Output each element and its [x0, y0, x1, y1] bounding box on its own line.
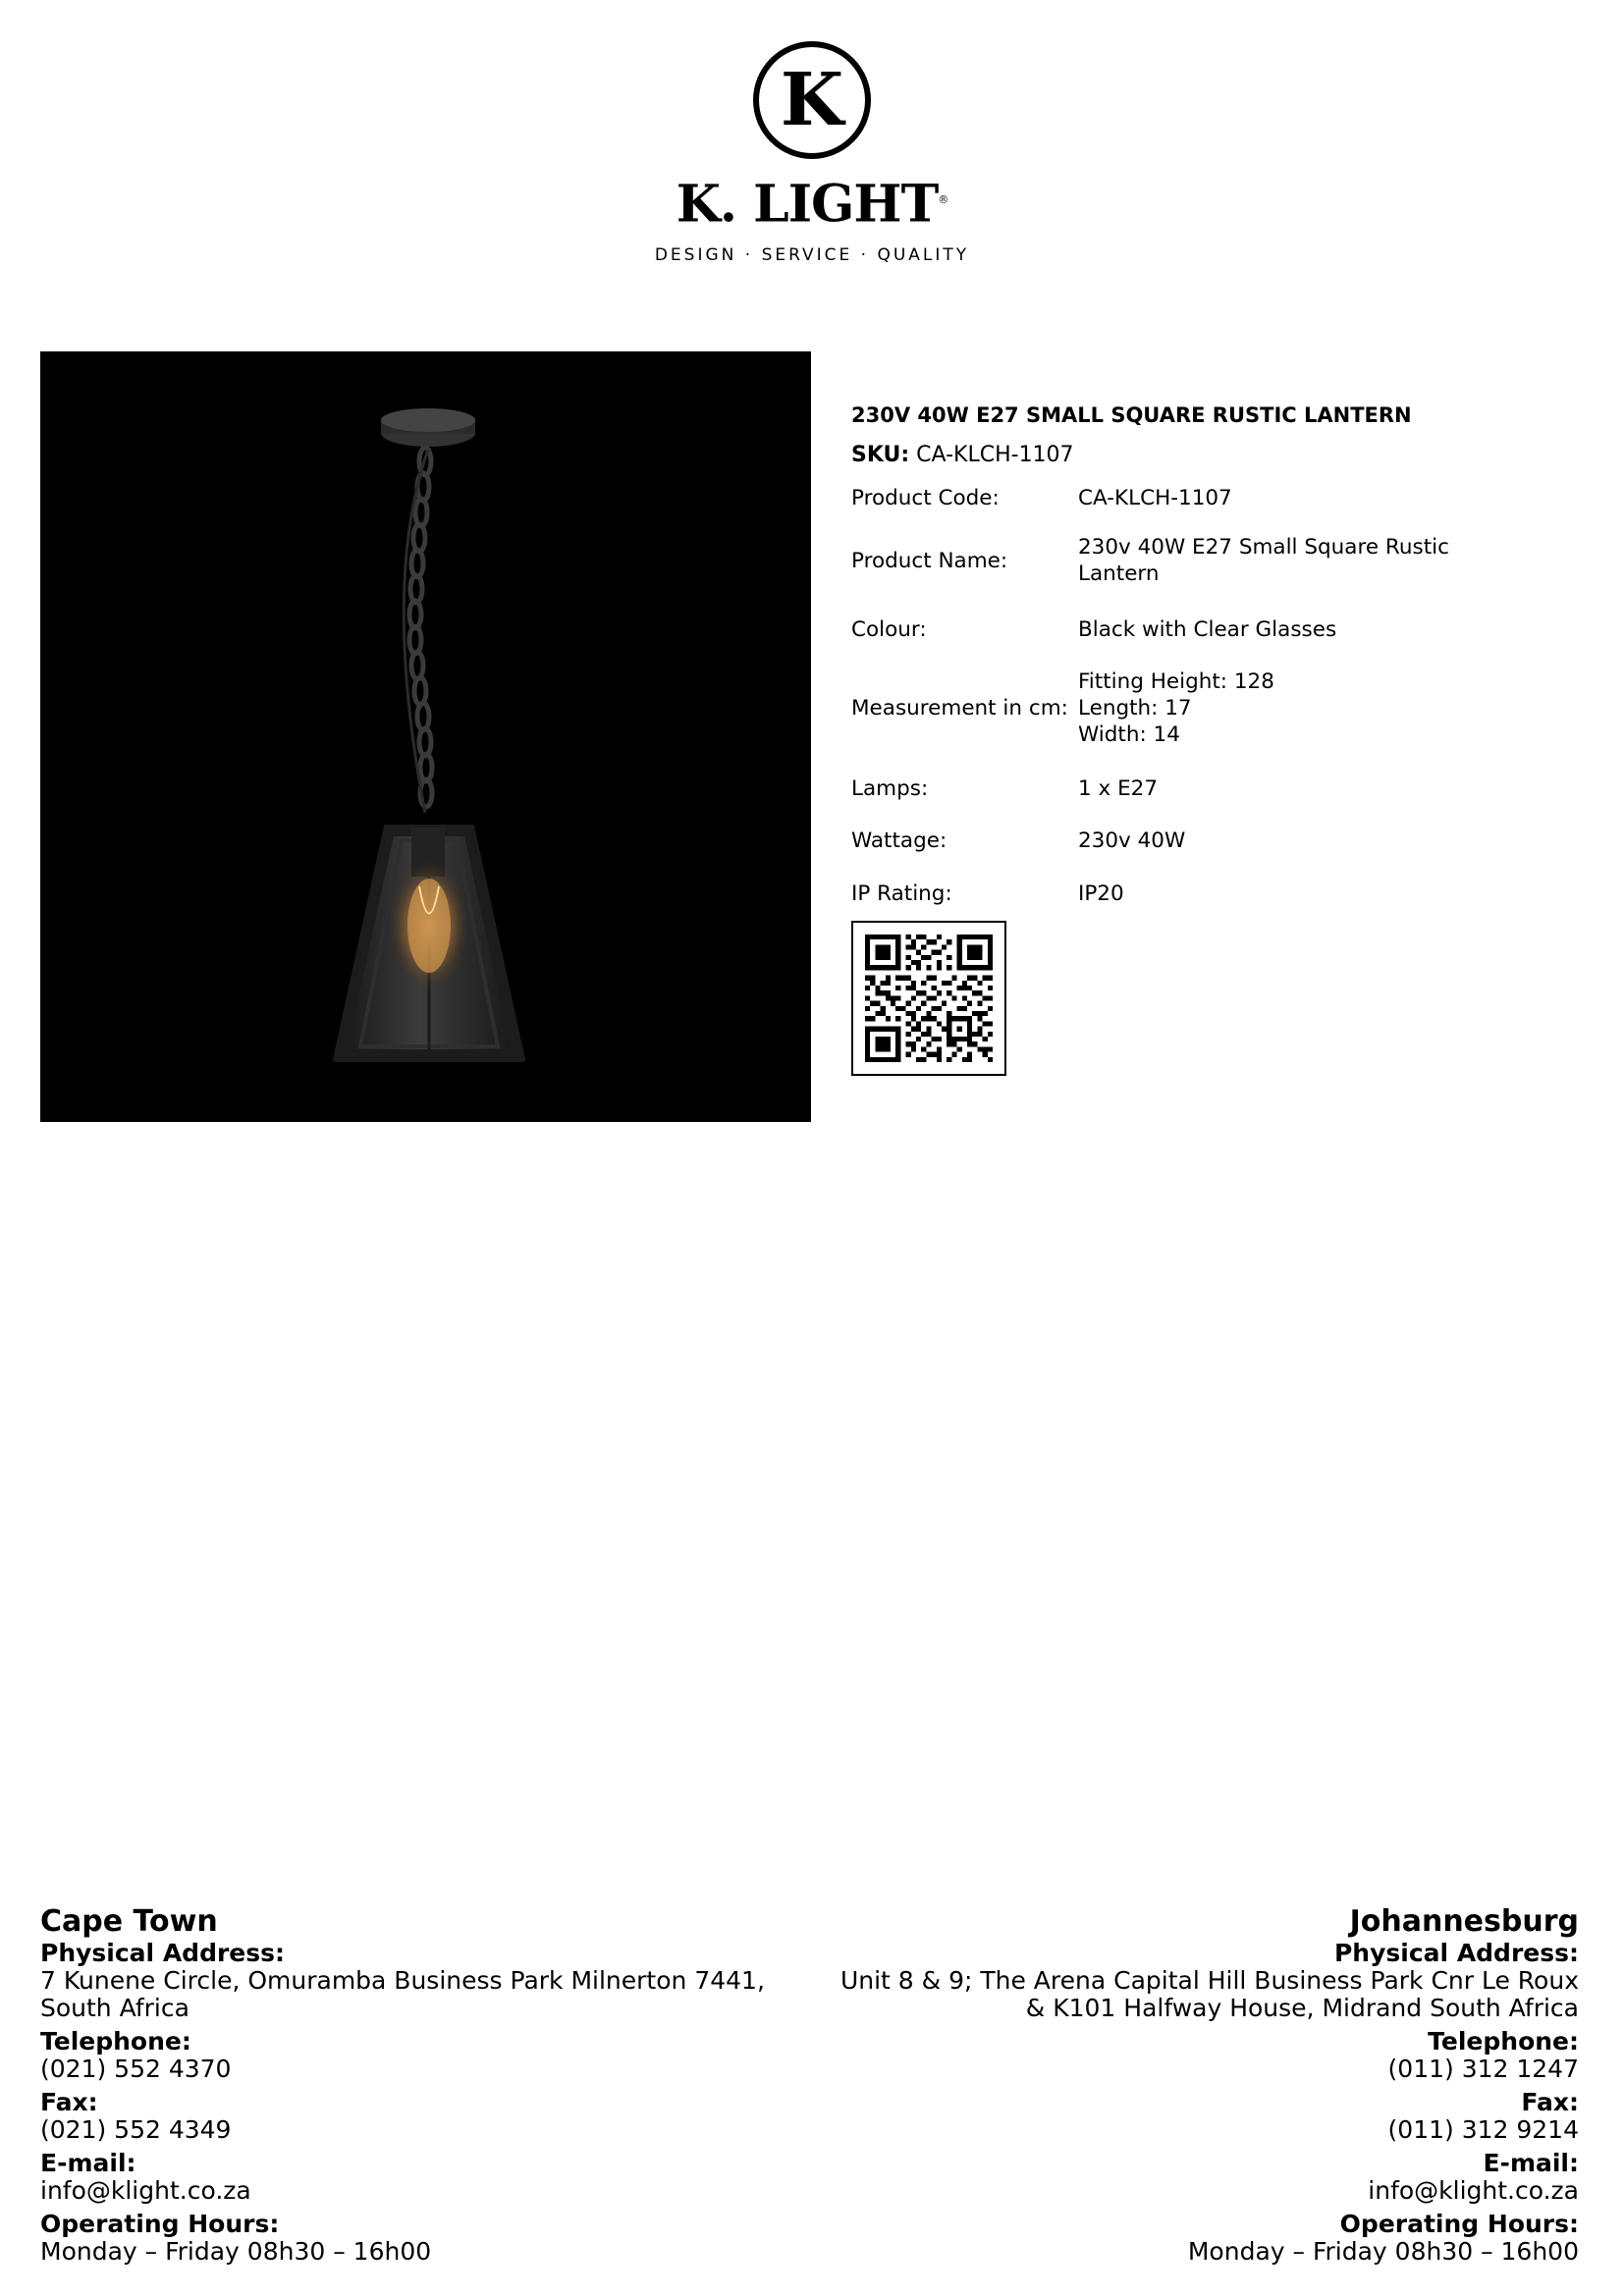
sku-value: CA-KLCH-1107	[916, 443, 1074, 467]
fax-label: Fax:	[40, 2088, 98, 2116]
spec-label: Product Code:	[851, 486, 1000, 510]
spec-value: IP20	[1078, 881, 1124, 906]
spec-label: Lamps:	[851, 776, 929, 801]
email-link[interactable]: info@klight.co.za	[1368, 2176, 1579, 2205]
telephone-value[interactable]: (021) 552 4370	[40, 2055, 232, 2083]
measurement-values	[1078, 668, 1597, 748]
spec-row-colour	[851, 616, 1597, 643]
spec-value: 1 x E27	[1078, 776, 1159, 801]
product-spec	[851, 402, 1597, 906]
office-city: Johannesburg	[1349, 1904, 1579, 1939]
spec-value: Black with Clear Glasses	[1078, 617, 1337, 642]
email-label: E-mail:	[1483, 2149, 1579, 2177]
logo-letter: K	[780, 58, 844, 142]
k-light-logo-icon	[751, 39, 873, 161]
spec-row-product-code	[851, 485, 1597, 511]
address-line: 7 Kunene Circle, Omuramba Business Park Milnerton 7441,	[40, 1966, 765, 1995]
fitting-height: Fitting Height: 128	[1078, 669, 1274, 694]
office-cape-town	[40, 1904, 826, 2266]
hours-label: Operating Hours:	[1339, 2210, 1579, 2238]
registered-mark: ®	[938, 193, 948, 206]
qr-code-icon	[865, 934, 993, 1062]
telephone-value[interactable]: (011) 312 1247	[1387, 2055, 1579, 2083]
hours-value: Monday – Friday 08h30 – 16h00	[40, 2237, 432, 2266]
brand-header	[0, 39, 1624, 265]
spec-label: Wattage:	[851, 828, 947, 853]
address-line: South Africa	[40, 1994, 189, 2022]
address-line: Unit 8 & 9; The Arena Capital Hill Business Park Cnr Le Roux	[839, 1966, 1579, 1995]
spec-label: Product Name:	[851, 548, 1008, 573]
address-line: & K101 Halfway House, Midrand South Africa	[1025, 1994, 1579, 2022]
spec-value: 230v 40W E27 Small Square Rustic Lantern	[1078, 535, 1449, 586]
fax-value: (011) 312 9214	[1387, 2115, 1579, 2144]
spec-row-product-name	[851, 534, 1597, 587]
telephone-label: Telephone:	[1428, 2027, 1579, 2056]
spec-row-ip-rating	[851, 881, 1597, 907]
brand-tagline: DESIGN · SERVICE · QUALITY	[654, 245, 970, 266]
qr-code[interactable]	[851, 921, 1006, 1076]
length: Length: 17	[1078, 696, 1192, 721]
brand-name: K. LIGHT®	[676, 174, 948, 235]
sku-label: SKU:	[851, 443, 910, 467]
lantern-image	[40, 351, 811, 1122]
product-photo	[40, 351, 811, 1122]
office-johannesburg	[754, 1904, 1579, 2266]
product-title: 230V 40W E27 SMALL SQUARE RUSTIC LANTERN	[851, 403, 1412, 427]
email-link[interactable]: info@klight.co.za	[40, 2176, 251, 2205]
spec-row-wattage	[851, 828, 1597, 854]
office-city: Cape Town	[40, 1904, 218, 1939]
hours-value: Monday – Friday 08h30 – 16h00	[1187, 2237, 1579, 2266]
spec-label: IP Rating:	[851, 881, 952, 906]
address-label: Physical Address:	[1333, 1939, 1579, 1967]
spec-row-lamps	[851, 775, 1597, 802]
width: Width: 14	[1078, 722, 1180, 747]
fax-value: (021) 552 4349	[40, 2115, 232, 2144]
fax-label: Fax:	[1521, 2088, 1579, 2116]
sku-line	[851, 442, 1597, 469]
address-label: Physical Address:	[40, 1939, 286, 1967]
hours-label: Operating Hours:	[40, 2210, 280, 2238]
spec-label: Measurement in cm:	[851, 696, 1068, 721]
spec-value: CA-KLCH-1107	[1078, 486, 1232, 510]
spec-label: Colour:	[851, 617, 927, 642]
email-label: E-mail:	[40, 2149, 136, 2177]
spec-row-measurement	[851, 668, 1597, 748]
telephone-label: Telephone:	[40, 2027, 191, 2056]
spec-value: 230v 40W	[1078, 828, 1186, 853]
